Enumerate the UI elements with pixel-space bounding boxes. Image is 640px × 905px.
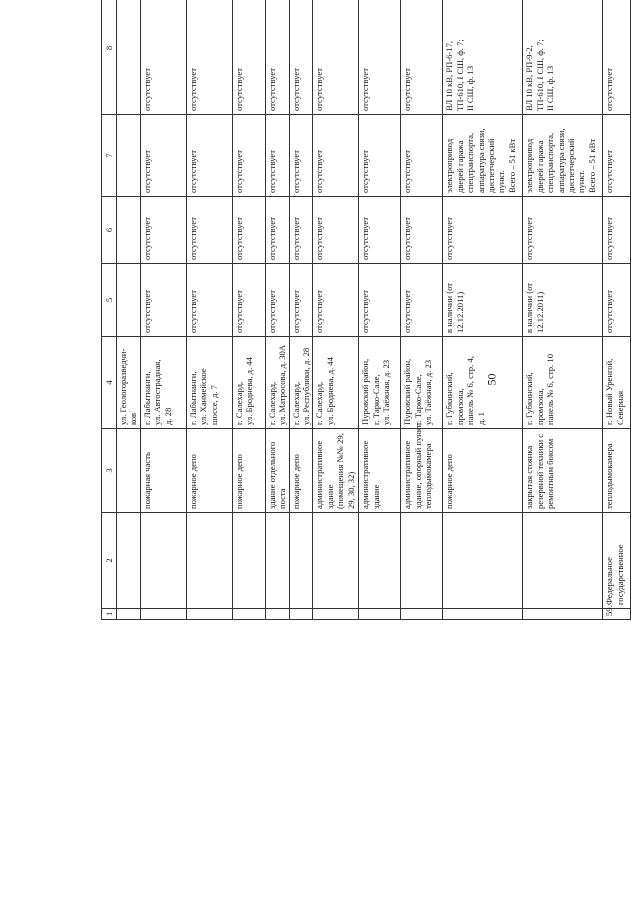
cell-text-line: в наличии (от: [444, 282, 455, 333]
cell-number: [186, 609, 232, 620]
cell-organization: [232, 513, 265, 609]
cell-text-line: отсутствует: [444, 217, 455, 260]
cell-consumers: [232, 115, 265, 197]
cell-object-name: [289, 429, 313, 513]
cell-address: [289, 337, 313, 429]
cell-text-line: г. Новый Уренгой,: [604, 358, 615, 425]
cell-organization: [117, 513, 141, 609]
table-row: [289, 0, 313, 620]
cell-number: [359, 609, 401, 620]
header-cell: 3: [102, 429, 117, 513]
cell-text-line: закрытая стоянка: [524, 445, 535, 509]
cell-text-line: ул. Таёжная, д. 23: [381, 359, 392, 425]
cell-text-line: отсутствует: [233, 68, 244, 111]
cell-text-line: промзона,: [454, 388, 465, 425]
cell-text-line: пункт.: [496, 170, 507, 193]
cell-text-line: Всего – 51 кВт: [506, 138, 517, 193]
table-container: [101, 39, 639, 720]
cell-text-line: отсутствует: [604, 68, 615, 111]
cell-text-line: отсутствует: [187, 68, 198, 111]
cell-power-source: [186, 0, 232, 115]
cell-condition-6: [401, 197, 443, 264]
cell-text-line: д. 1: [475, 412, 486, 425]
cell-power-source: [313, 0, 359, 115]
cell-number: [443, 609, 523, 620]
cell-text-line: ул. Матросова, д. 30А: [277, 344, 288, 425]
cell-text-line: пожарное депо: [290, 454, 301, 509]
rotated-table: [101, 0, 639, 620]
cell-condition-5: [232, 264, 265, 337]
table-body: [102, 0, 631, 620]
table-row: [443, 0, 523, 620]
cell-text-line: ТП-610, I СШ, ф. 7;: [454, 39, 465, 111]
cell-condition-5: [443, 264, 523, 337]
cell-address: [443, 337, 523, 429]
cell-text-line: отсутствует: [290, 68, 301, 111]
cell-condition-6: [289, 197, 313, 264]
cell-text-line: резервной техники с: [534, 433, 545, 509]
cell-condition-6: [140, 197, 186, 264]
cell-text-line: отсутствует: [141, 290, 152, 333]
cell-text-line: ТП-610, I СШ, ф. 7;: [534, 39, 545, 111]
cell-text-line: отсутствует: [314, 150, 325, 193]
cell-text-line: г. Губкинский,: [444, 372, 455, 425]
objects-table: [101, 0, 631, 620]
header-cell: 1: [102, 609, 117, 620]
cell-power-source: [289, 0, 313, 115]
table-row: [359, 0, 401, 620]
cell-text-line: пожарная часть: [141, 452, 152, 509]
cell-text-line: отсутствует: [402, 217, 413, 260]
cell-text-line: Пуровский район,: [360, 358, 371, 425]
cell-condition-5: [265, 264, 289, 337]
cell-text-line: ул. Броднева, д. 44: [244, 357, 255, 425]
cell-address: [117, 337, 141, 429]
cell-consumers: [117, 115, 141, 197]
cell-text-line: г. Салехард,: [266, 381, 277, 425]
cell-consumers: [523, 115, 603, 197]
cell-text-line: 59.: [604, 605, 615, 616]
cell-text-line: пожарное депо: [187, 454, 198, 509]
cell-text-line: отсутствует: [187, 150, 198, 193]
cell-text-line: ул. Броднева, д. 44: [324, 357, 335, 425]
cell-text-line: ул. Таёжная, д. 23: [423, 359, 434, 425]
cell-text-line: 29, 30, 32): [345, 471, 356, 509]
table-row: [140, 0, 186, 620]
cell-number: [140, 609, 186, 620]
cell-text-line: здание отдельного: [266, 441, 277, 509]
cell-text-line: Федеральное: [604, 557, 615, 605]
cell-text-line: пожарное депо: [233, 454, 244, 509]
cell-object-name: [140, 429, 186, 513]
page-number: 50: [484, 373, 499, 386]
table-row: [117, 0, 141, 620]
cell-text-line: административное: [314, 440, 325, 509]
cell-text-line: отсутствует: [290, 217, 301, 260]
cell-organization: [443, 513, 523, 609]
cell-text-line: ул. Автострадная,: [152, 359, 163, 425]
cell-condition-6: [117, 197, 141, 264]
cell-text-line: дверей гаража: [534, 140, 545, 193]
table-row: [523, 0, 603, 620]
cell-address: [359, 337, 401, 429]
cell-text-line: г. Салехард,: [290, 381, 301, 425]
cell-text-line: II СШ, ф. 13: [465, 65, 476, 111]
cell-text-line: отсутствует: [314, 290, 325, 333]
cell-condition-5: [401, 264, 443, 337]
cell-text-line: отсутствует: [141, 150, 152, 193]
cell-text-line: здание, опорный пункт,: [412, 422, 423, 509]
header-cell: 7: [102, 115, 117, 197]
cell-text-line: Северная: [614, 390, 625, 425]
cell-text-line: отсутствует: [524, 217, 535, 260]
cell-power-source: [359, 0, 401, 115]
cell-text-line: в наличии (от: [524, 282, 535, 333]
header-row: [102, 0, 117, 620]
cell-number: [265, 609, 289, 620]
cell-power-source: [603, 0, 631, 115]
cell-number: [289, 609, 313, 620]
header-cell: 8: [102, 0, 117, 115]
header-cell: 5: [102, 264, 117, 337]
cell-object-name: [232, 429, 265, 513]
cell-text-line: здание: [370, 484, 381, 509]
cell-text-line: аппаратура связи,: [475, 128, 486, 193]
cell-text-line: теплодымокамера: [604, 443, 615, 509]
cell-text-line: II СШ, ф. 13: [545, 65, 556, 111]
table-row: [313, 0, 359, 620]
cell-consumers: [265, 115, 289, 197]
cell-text-line: г. Губкинский,: [524, 372, 535, 425]
cell-number: [603, 605, 631, 620]
cell-condition-5: [289, 264, 313, 337]
cell-text-line: аппаратура связи,: [555, 128, 566, 193]
cell-condition-6: [313, 197, 359, 264]
cell-object-name: [117, 429, 141, 513]
cell-condition-6: [232, 197, 265, 264]
cell-text-line: спецтранспорта,: [545, 132, 556, 193]
cell-text-line: г. Лабытнанги,: [141, 371, 152, 425]
cell-text-line: отсутствует: [314, 217, 325, 260]
cell-text-line: г. Салехард,: [233, 381, 244, 425]
cell-text-line: ВЛ 10 кВ, РП-9-2,: [524, 45, 535, 111]
cell-object-name: [401, 422, 443, 513]
cell-condition-5: [359, 264, 401, 337]
cell-power-source: [140, 0, 186, 115]
cell-text-line: ков: [128, 412, 139, 425]
cell-text-line: отсутствует: [187, 290, 198, 333]
cell-consumers: [140, 115, 186, 197]
cell-consumers: [359, 115, 401, 197]
cell-condition-5: [523, 264, 603, 337]
cell-number: [401, 609, 443, 620]
cell-organization: [359, 513, 401, 609]
cell-condition-5: [313, 264, 359, 337]
cell-text-line: г. Лабытнанги,: [187, 371, 198, 425]
cell-organization: [313, 513, 359, 609]
cell-condition-6: [443, 197, 523, 264]
cell-text-line: отсутствует: [360, 68, 371, 111]
cell-address: [265, 337, 289, 429]
cell-text-line: диспетчерский: [486, 138, 497, 193]
cell-text-line: отсутствует: [141, 217, 152, 260]
cell-text-line: государственное: [614, 544, 625, 605]
cell-condition-6: [523, 197, 603, 264]
cell-condition-5: [603, 264, 631, 337]
cell-text-line: г. Тарко-Сале,: [370, 374, 381, 425]
cell-power-source: [443, 0, 523, 115]
cell-text-line: отсутствует: [604, 217, 615, 260]
cell-power-source: [117, 0, 141, 115]
cell-object-name: [265, 429, 289, 513]
cell-number: [117, 609, 141, 620]
header-cell: 6: [102, 197, 117, 264]
cell-text-line: дверей гаража: [454, 140, 465, 193]
header-cell: 4: [102, 337, 117, 429]
cell-text-line: г. Тарко-Сале,: [412, 374, 423, 425]
cell-text-line: отсутствует: [360, 217, 371, 260]
cell-condition-5: [186, 264, 232, 337]
cell-text-line: отсутствует: [360, 150, 371, 193]
cell-condition-6: [603, 197, 631, 264]
cell-text-line: отсутствует: [266, 217, 277, 260]
cell-consumers: [443, 115, 523, 197]
cell-text-line: (помещения №№ 29,: [335, 433, 346, 509]
cell-object-name: [523, 429, 603, 513]
cell-number: [232, 609, 265, 620]
cell-power-source: [523, 0, 603, 115]
table-row: [186, 0, 232, 620]
cell-power-source: [401, 0, 443, 115]
cell-text-line: отсутствует: [233, 150, 244, 193]
cell-object-name: [359, 429, 401, 513]
cell-text-line: Пуровский район,: [402, 358, 413, 425]
cell-object-name: [603, 429, 631, 513]
cell-text-line: административное: [402, 440, 413, 509]
cell-text-line: пункт.: [576, 170, 587, 193]
cell-text-line: электропривод: [444, 138, 455, 193]
cell-address: [401, 337, 443, 429]
cell-text-line: шоссе, д. 7: [208, 385, 219, 425]
cell-text-line: панель № 6, стр. 4,: [465, 356, 476, 425]
cell-text-line: ул. Геологоразведчи-: [118, 348, 128, 425]
cell-address: [313, 337, 359, 429]
cell-condition-5: [140, 264, 186, 337]
cell-address: [523, 337, 603, 429]
table-row: [232, 0, 265, 620]
cell-power-source: [265, 0, 289, 115]
cell-text-line: панель № 6, стр. 10: [545, 354, 556, 425]
cell-object-name: [313, 429, 359, 513]
cell-number: [313, 609, 359, 620]
cell-condition-6: [186, 197, 232, 264]
cell-text-line: ул. Республики, д. 28: [301, 347, 312, 425]
cell-text-line: пожарное депо: [444, 454, 455, 509]
cell-text-line: отсутствует: [290, 290, 301, 333]
cell-text-line: промзона,: [534, 388, 545, 425]
table-row: [265, 0, 289, 620]
cell-text-line: отсутствует: [360, 290, 371, 333]
cell-text-line: отсутствует: [233, 217, 244, 260]
cell-text-line: ВЛ 10 кВ, РП-6-17,: [444, 40, 455, 111]
cell-address: [186, 337, 232, 429]
cell-text-line: отсутствует: [402, 150, 413, 193]
cell-text-line: отсутствует: [187, 217, 198, 260]
cell-organization: [523, 513, 603, 609]
cell-text-line: отсутствует: [141, 68, 152, 111]
cell-condition-5: [117, 264, 141, 337]
cell-text-line: отсутствует: [604, 150, 615, 193]
cell-power-source: [232, 0, 265, 115]
cell-text-line: поста: [277, 488, 288, 509]
cell-text-line: отсутствует: [266, 290, 277, 333]
cell-text-line: отсутствует: [233, 290, 244, 333]
cell-condition-6: [265, 197, 289, 264]
cell-text-line: д. 28: [162, 407, 173, 425]
cell-text-line: Всего – 51 кВт: [586, 138, 597, 193]
cell-organization: [603, 513, 631, 609]
cell-text-line: диспетчерский: [566, 138, 577, 193]
cell-organization: [186, 513, 232, 609]
cell-text-line: ремонтным боксом: [545, 438, 556, 509]
cell-text-line: административное: [360, 440, 371, 509]
cell-text-line: спецтранспорта,: [465, 132, 476, 193]
cell-consumers: [186, 115, 232, 197]
cell-consumers: [289, 115, 313, 197]
cell-text-line: теплодымокамера: [423, 443, 434, 509]
cell-text-line: отсутствует: [402, 290, 413, 333]
cell-text-line: здание: [324, 484, 335, 509]
cell-organization: [401, 513, 443, 609]
cell-address: [603, 337, 631, 429]
cell-text-line: 12.12.2011): [534, 291, 545, 333]
cell-text-line: г. Салехард,: [314, 381, 325, 425]
cell-object-name: [443, 429, 523, 513]
cell-address: [232, 337, 265, 429]
cell-text-line: ул. Ханмейское: [198, 368, 209, 425]
cell-text-line: отсутствует: [604, 290, 615, 333]
cell-text-line: отсутствует: [266, 150, 277, 193]
cell-consumers: [603, 115, 631, 197]
cell-organization: [289, 513, 313, 609]
cell-text-line: отсутствует: [402, 68, 413, 111]
cell-organization: [265, 513, 289, 609]
cell-text-line: отсутствует: [314, 68, 325, 111]
cell-address: [140, 337, 186, 429]
cell-text-line: электропривод: [524, 138, 535, 193]
cell-condition-6: [359, 197, 401, 264]
cell-number: [523, 609, 603, 620]
cell-text-line: отсутствует: [290, 150, 301, 193]
cell-consumers: [401, 115, 443, 197]
cell-object-name: [186, 429, 232, 513]
cell-consumers: [313, 115, 359, 197]
cell-text-line: отсутствует: [266, 68, 277, 111]
header-cell: 2: [102, 513, 117, 609]
cell-organization: [140, 513, 186, 609]
table-row: [401, 0, 443, 620]
cell-text-line: 12.12.2011): [454, 291, 465, 333]
table-row: [603, 0, 631, 620]
